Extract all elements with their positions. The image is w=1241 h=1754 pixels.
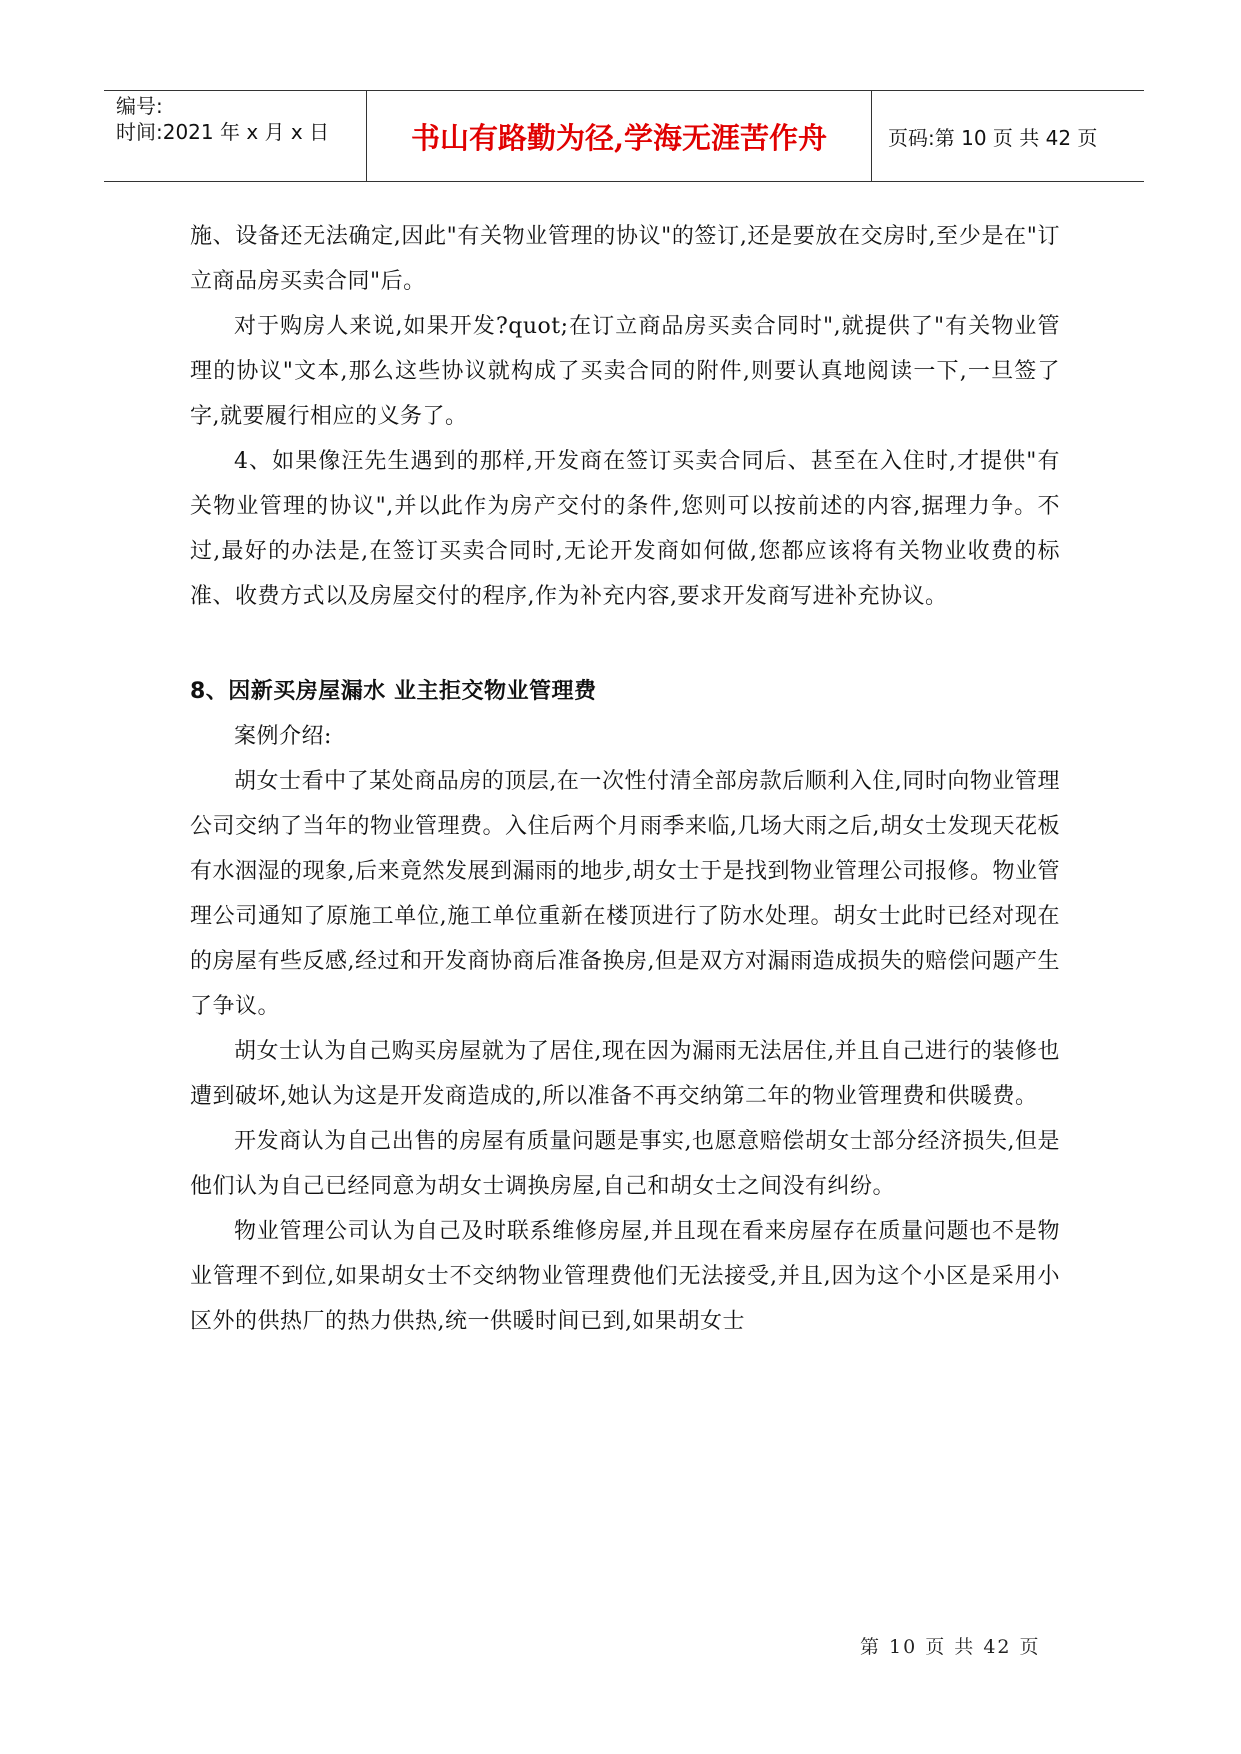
document-header bbox=[104, 90, 1144, 182]
paragraph: 物业管理公司认为自己及时联系维修房屋,并且现在看来房屋存在质量问题也不是物业管理不到位,如果胡女士不交纳物业管理费他们无法接受,并且,因为这个小区是采用小区外的供热厂的热力供热,统一供暖时间已到,如果胡女士 bbox=[190, 1219, 1060, 1334]
paragraph: 胡女士看中了某处商品房的顶层,在一次性付清全部房款后顺利入住,同时向物业管理公司交纳了当年的物业管理费。入住后两个月雨季来临,几场大雨之后,胡女士发现天花板有水洇湿的现象,后来竟然发展到漏雨的地步,胡女士于是找到物业管理公司报修。物业管理公司通知了原施工单位,施工单位重新在楼顶进行了防水处理。胡女士此时已经对现在的房屋有些反感,经过和开发商协商后准备换房,但是双方对漏雨造成损失的赔偿问题产生了争议。 bbox=[190, 769, 1060, 1019]
header-divider-right bbox=[871, 91, 872, 181]
paragraph: 4、如果像汪先生遇到的那样,开发商在签订买卖合同后、甚至在入住时,才提供"有关物业管理的协议",并以此作为房产交付的条件,您则可以按前述的内容,据理力争。不过,最好的办法是,在签订买卖合同时,无论开发商如何做,您都应该将有关物业收费的标准、收费方式以及房屋交付的程序,作为补充内容,要求开发商写进补充协议。 bbox=[190, 449, 1060, 609]
header-number-label: 编号: bbox=[116, 94, 163, 118]
document-body bbox=[190, 214, 1060, 1344]
header-time-label: 时间:2021 年 x 月 x 日 bbox=[116, 120, 330, 144]
section-spacer bbox=[190, 619, 1060, 669]
paragraph-continued: 施、设备还无法确定,因此"有关物业管理的协议"的签订,还是要放在交房时,至少是在"订立商品房买卖合同"后。 bbox=[190, 224, 1060, 294]
paragraph: 开发商认为自己出售的房屋有质量问题是事实,也愿意赔偿胡女士部分经济损失,但是他们认为自己已经同意为胡女士调换房屋,自己和胡女士之间没有纠纷。 bbox=[190, 1129, 1060, 1199]
paragraph: 对于购房人来说,如果开发?quot;在订立商品房买卖合同时",就提供了"有关物业管理的协议"文本,那么这些协议就构成了买卖合同的附件,则要认真地阅读一下,一旦签了字,就要履行相应的义务了。 bbox=[190, 314, 1060, 429]
page-footer: 第 10 页 共 42 页 bbox=[860, 1636, 1041, 1658]
header-page-label: 页码:第 10 页 共 42 页 bbox=[888, 125, 1098, 150]
header-motto: 书山有路勤为径,学海无涯苦作舟 bbox=[410, 120, 828, 155]
section-heading: 8、因新买房屋漏水 业主拒交物业管理费 bbox=[190, 679, 597, 704]
header-divider-left bbox=[366, 91, 367, 181]
header-meta bbox=[116, 93, 366, 145]
paragraph: 胡女士认为自己购买房屋就为了居住,现在因为漏雨无法居住,并且自己进行的装修也遭到破坏,她认为这是开发商造成的,所以准备不再交纳第二年的物业管理费和供暖费。 bbox=[190, 1039, 1060, 1109]
paragraph: 案例介绍: bbox=[234, 724, 332, 749]
